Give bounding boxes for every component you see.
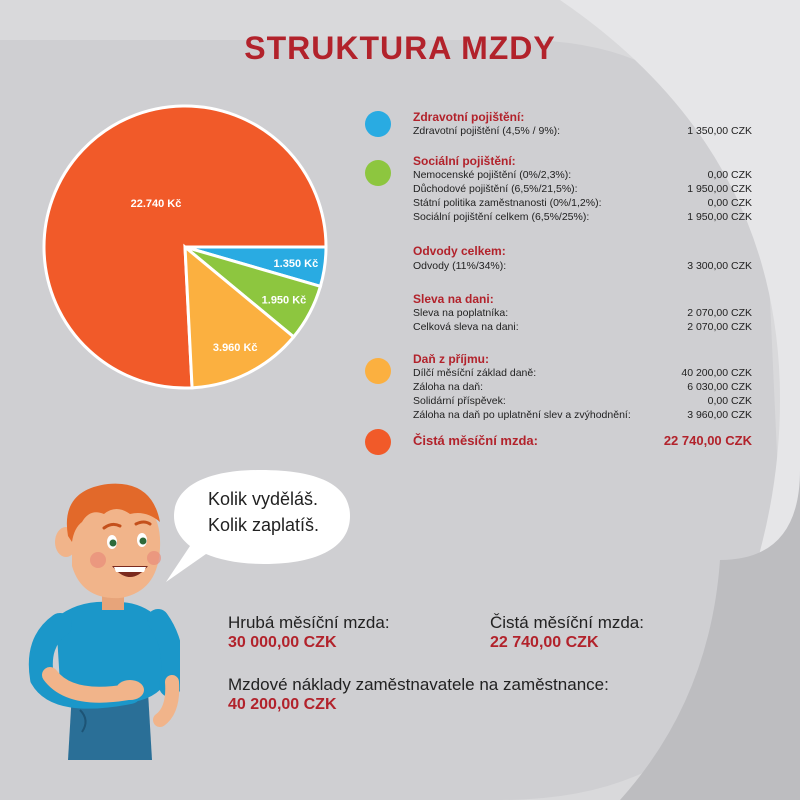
bubble-line-2: Kolik zaplatíš. <box>208 515 320 535</box>
gross-wage-value: 30 000,00 CZK <box>228 634 337 651</box>
pie-label-social: 1.950 Kč <box>261 294 307 307</box>
net-wage-value: 22 740,00 CZK <box>663 433 752 448</box>
row-label: Záloha na daň po uplatnění slev a zvýhodnění: <box>413 409 631 421</box>
row-label: Důchodové pojištění (6,5%/21,5%): <box>413 183 578 195</box>
bubble-line-1: Kolik vyděláš. <box>208 489 319 509</box>
pie-label-tax: 3.960 Kč <box>212 342 258 355</box>
legend-dot-health <box>365 111 391 137</box>
section-title: Odvody celkem: <box>413 244 506 258</box>
row-label: Sociální pojištění celkem (6,5%/25%): <box>413 211 590 223</box>
section-title: Daň z příjmu: <box>413 352 490 366</box>
summary-net-value: 22 740,00 CZK <box>490 634 599 651</box>
row-value: 3 300,00 CZK <box>687 260 752 272</box>
gross-wage-label: Hrubá měsíční mzda: <box>228 613 390 632</box>
row-value: 0,00 CZK <box>707 197 752 209</box>
pie-label-net-wage: 22.740 Kč <box>130 198 182 210</box>
page-title: STRUKTURA MZDY <box>244 30 556 66</box>
row-label: Odvody (11%/34%): <box>413 260 507 272</box>
boy-illustration <box>20 470 180 790</box>
pie-chart <box>40 102 330 392</box>
pie-label-health: 1.350 Kč <box>273 257 319 270</box>
net-wage-label: Čistá měsíční mzda: <box>413 433 538 448</box>
row-label: Nemocenské pojištění (0%/2,3%): <box>413 169 572 181</box>
row-value: 1 950,00 CZK <box>687 183 752 195</box>
row-value: 2 070,00 CZK <box>687 321 752 333</box>
employer-cost-value: 40 200,00 CZK <box>228 696 337 713</box>
section-title: Sleva na dani: <box>413 292 494 306</box>
employer-cost-label: Mzdové náklady zaměstnavatele na zaměstnance: <box>228 675 609 694</box>
summary-net-label: Čistá měsíční mzda: <box>490 613 644 632</box>
row-label: Zdravotní pojištění (4,5% / 9%): <box>413 125 561 137</box>
row-value: 6 030,00 CZK <box>687 381 752 393</box>
row-value: 0,00 CZK <box>707 395 752 407</box>
row-label: Celková sleva na dani: <box>413 321 519 333</box>
section-title: Sociální pojištění: <box>413 154 516 168</box>
row-value: 0,00 CZK <box>707 169 752 181</box>
row-label: Solidární příspěvek: <box>413 395 506 407</box>
row-value: 3 960,00 CZK <box>687 409 752 421</box>
row-value: 1 350,00 CZK <box>687 125 752 137</box>
section-title: Zdravotní pojištění: <box>413 110 525 124</box>
legend-dot-net-wage <box>365 429 391 455</box>
row-label: Státní politika zaměstnanosti (0%/1,2%): <box>413 197 602 209</box>
row-value: 2 070,00 CZK <box>687 307 752 319</box>
row-label: Záloha na daň: <box>413 381 484 393</box>
legend-dot-income-tax <box>365 358 391 384</box>
legend-dot-social <box>365 160 391 186</box>
row-label: Sleva na poplatníka: <box>413 307 509 319</box>
speech-bubble-text <box>208 486 319 538</box>
row-value: 1 950,00 CZK <box>687 211 752 223</box>
row-label: Dílčí měsíční základ daně: <box>413 367 537 379</box>
row-value: 40 200,00 CZK <box>681 367 752 379</box>
